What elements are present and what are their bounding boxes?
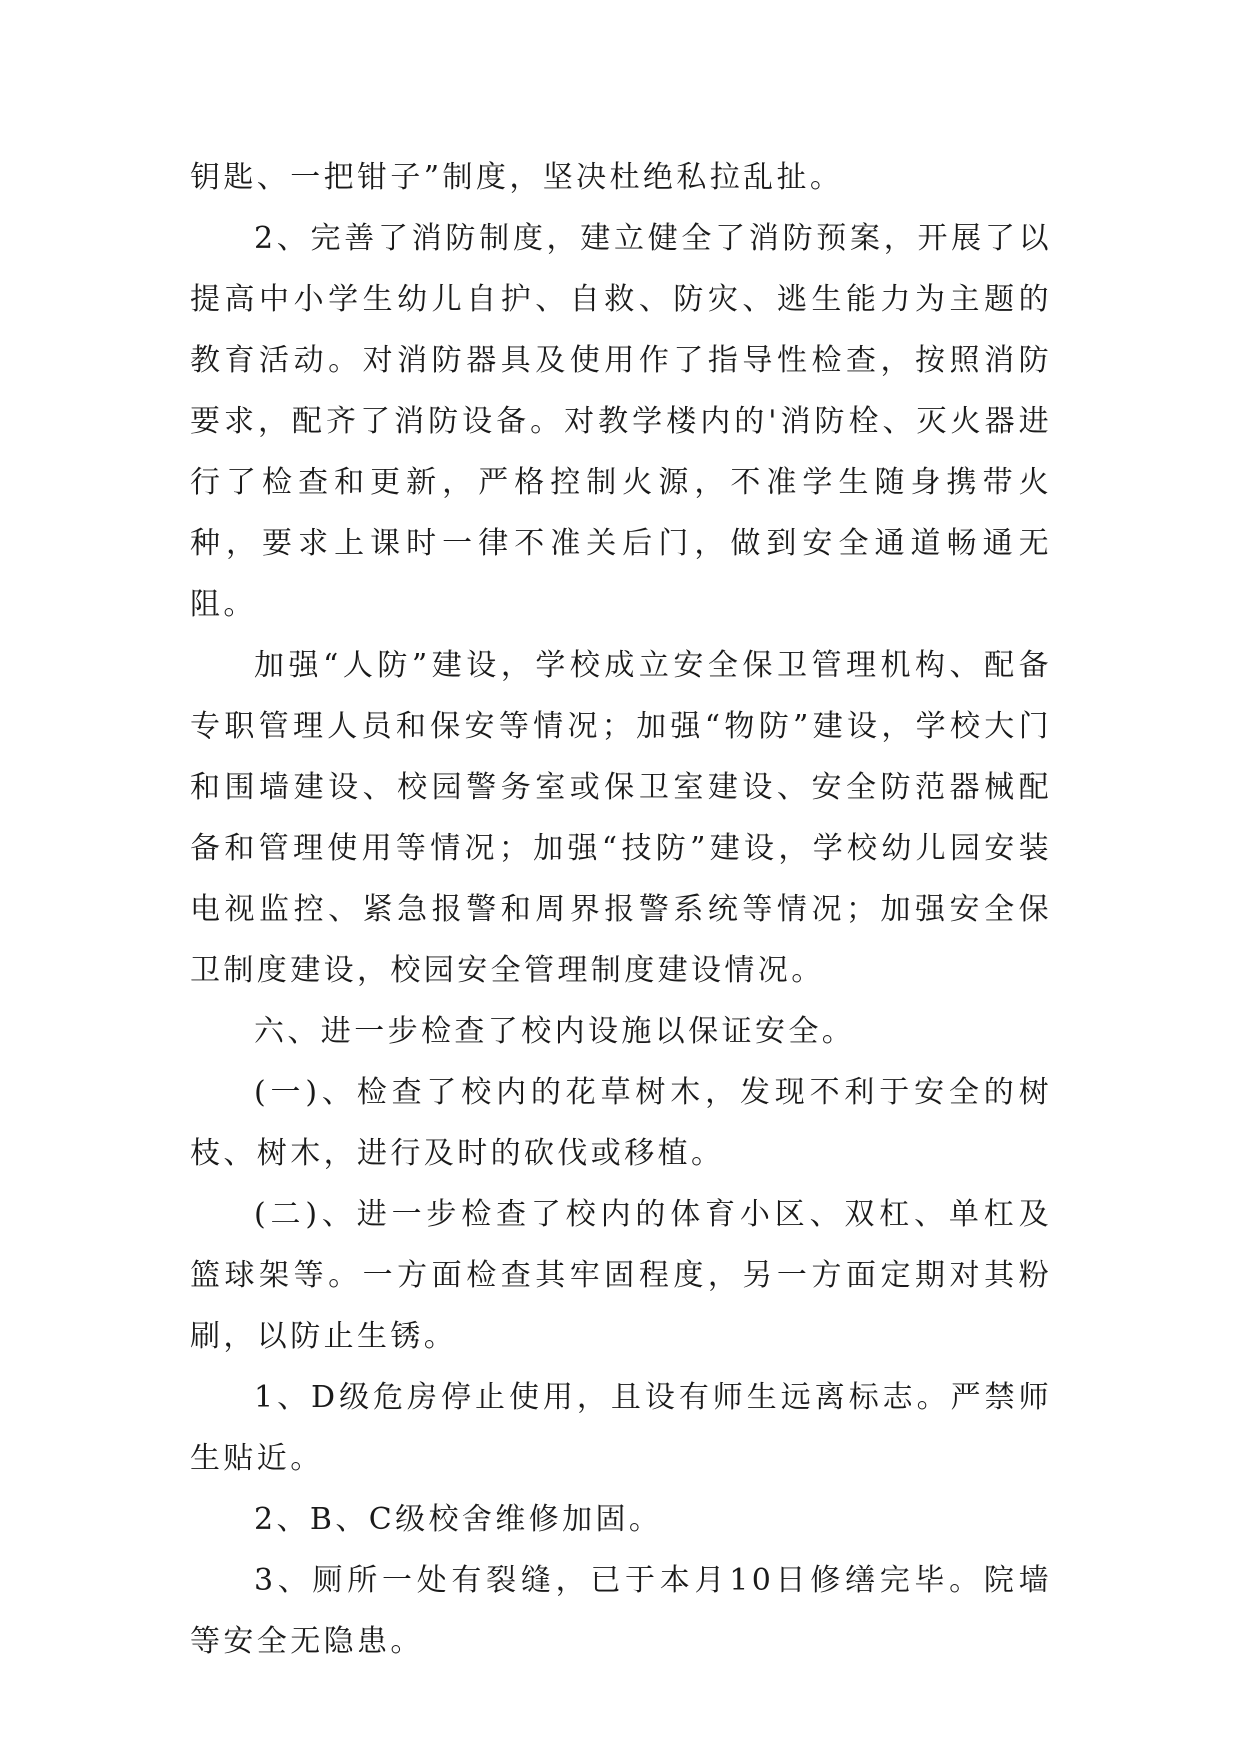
paragraph-5: (一)、检查了校内的花草树木，发现不利于安全的树枝、树木，进行及时的砍伐或移植。 — [190, 1075, 1052, 1171]
paragraph-3: 加强“人防”建设，学校成立安全保卫管理机构、配备专职管理人员和保安等情况；加强“物防”建设，学校大门和围墙建设、校园警务室或保卫室建设、安全防范器械配备和管理使用等情况；加强“技防”建设，学校幼儿园安装电视监控、紧急报警和周界报警系统等情况；加强安全保卫制度建设，校园安全管理制度建设情况。 — [190, 648, 1052, 988]
paragraph-4: 六、进一步检查了校内设施以保证安全。 — [254, 1014, 856, 1049]
paragraph-6: (二)、进一步检查了校内的体育小区、双杠、单杠及篮球架等。一方面检查其牢固程度，另一方面定期对其粉刷，以防止生锈。 — [190, 1197, 1052, 1354]
paragraph-7: 1、D级危房停止使用，且设有师生远离标志。严禁师生贴近。 — [190, 1380, 1052, 1476]
paragraph-8: 2、B、C级校舍维修加固。 — [254, 1502, 663, 1537]
paragraph-9: 3、厕所一处有裂缝，已于本月10日修缮完毕。院墙等安全无隐患。 — [190, 1563, 1052, 1659]
document-body — [190, 147, 1052, 1672]
paragraph-2: 2、完善了消防制度，建立健全了消防预案，开展了以提高中小学生幼儿自护、自救、防灾、逃生能力为主题的教育活动。对消防器具及使用作了指导性检查，按照消防要求，配齐了消防设备。对教学楼内的'消防栓、灭火器进行了检查和更新，严格控制火源，不准学生随身携带火种，要求上课时一律不准关后门，做到安全通道畅通无阻。 — [190, 221, 1052, 622]
paragraph-1: 钥匙、一把钳子”制度，坚决杜绝私拉乱扯。 — [190, 160, 844, 195]
